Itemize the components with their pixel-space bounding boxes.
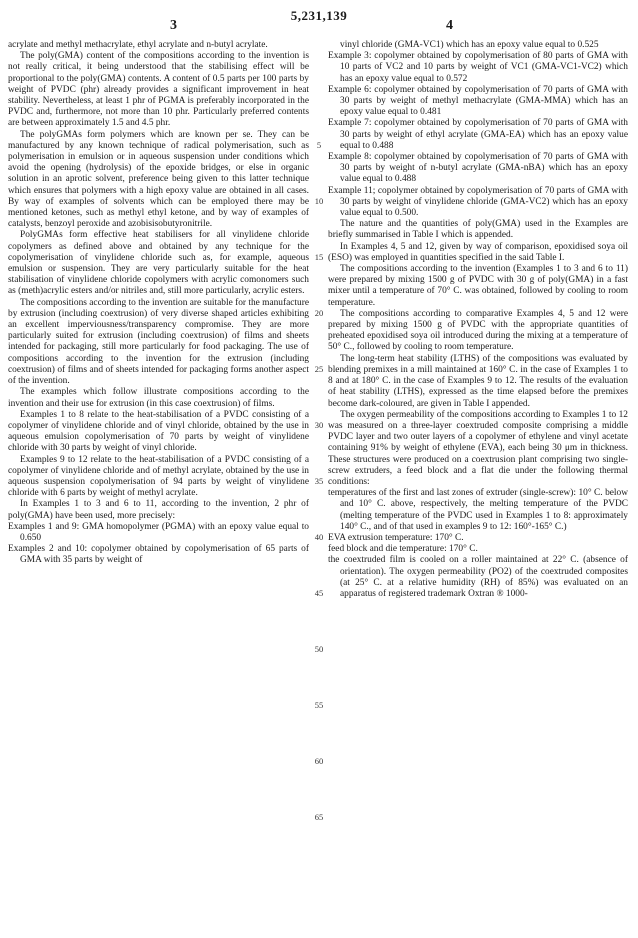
paragraph: The polyGMAs form polymers which are known per se. They can be manufactured by any known technique of radical polymerisation, such as polymerisation in emulsion or in aqueous suspension under conditions which avoid the opening (hydrolysis) of the epoxide bridges, or else in organic solution in an aprotic solvent, preference being given to this latter technique which ensures that polymers with a high epoxy value are obtained in all cases. By way of examples of solvents which can be employed there may be mentioned ketones, such as methyl ethyl ketone, and by way of examples of catalysts, benzoyl peroxide and azobisisobutyronitrile.: [8, 129, 309, 230]
paragraph: In Examples 1 to 3 and 6 to 11, according to the invention, 2 phr of poly(GMA) have been used, more precisely:: [8, 499, 309, 521]
line-number: 25: [314, 364, 324, 374]
paragraph: The compositions according to the invention are suitable for the manufacture by extrusion (including coextrusion) of very diverse shaped articles exhibiting an excellent imperviousness/transparency compromise. They are more particularly suited for extrusion (including coextrusion) of films and sheets intended for packaging, still more particularly for food packaging. The use of compositions according to the invention for the extrusion (including coextrusion) of films and of sheets intended for packaging forms another aspect of the invention.: [8, 297, 309, 387]
paragraph: The compositions according to the invention (Examples 1 to 3 and 6 to 11) were prepared by mixing 1500 g of PVDC with 30 g of poly(GMA) in a fast mixer until a temperature of 70° C. was obtained, followed by cooling to room temperature.: [328, 264, 628, 308]
page-number-right: 4: [446, 18, 453, 33]
paragraph: Examples 1 to 8 relate to the heat-stabilisation of a PVDC consisting of a copolymer of vinylidene chloride and of vinyl chloride, obtained by the use in aqueous emulsion copolymerisation of 70 parts by weight of vinylidene chloride with 30 parts by weight of vinyl chloride.: [8, 409, 309, 454]
line-number: 35: [314, 476, 324, 486]
left-column: [8, 40, 309, 567]
paragraph: The nature and the quantities of poly(GMA) used in the Examples are briefly summarised in Table I which is appended.: [328, 219, 628, 241]
page-header: [0, 8, 638, 36]
paragraph: PolyGMAs form effective heat stabilisers for all vinylidene chloride copolymers as defined above and obtained by any technique for the copolymerisation of vinylidene chloride such as, for example, aqueous emulsion or suspension. They are very particularly suitable for the heat stabilisation of vinylidene chloride copolymers with acrylic comonomers such as (meth)acrylic esters and/or nitriles and, still more particularly, acrylic esters.: [8, 230, 309, 297]
example-item: Examples 1 and 9: GMA homopolymer (PGMA) with an epoxy value equal to 0.650: [8, 521, 309, 543]
line-number: 20: [314, 308, 324, 318]
line-number: 10: [314, 196, 324, 206]
line-number: 65: [314, 812, 324, 822]
example-item: Example 3: copolymer obtained by copolymerisation of 80 parts of GMA with 10 parts of VC2 and 10 parts by weight of VC1 (GMA-VC1-VC2) which has an epoxy value equal to 0.572: [328, 51, 628, 84]
line-number: 40: [314, 532, 324, 542]
condition-item: the coextruded film is cooled on a roller maintained at 22° C. (absence of orientation). The oxygen permeability (PO2) of the coextruded composites (at 25° C. at a relative humidity (RH) of 85%) was evaluated on an apparatus of registered trademark Oxtran ® 1000-: [328, 555, 628, 599]
line-number: 30: [314, 420, 324, 430]
paragraph: In Examples 4, 5 and 12, given by way of comparison, epoxidised soya oil (ESO) was employed in quantities specified in the said Table I.: [328, 241, 628, 263]
example-item: Example 7: copolymer obtained by copolymerisation of 70 parts of GMA with 30 parts by weight of ethyl acrylate (GMA-EA) which has an epoxy value equal to 0.488: [328, 118, 628, 151]
line-number: 15: [314, 252, 324, 262]
condition-item: temperatures of the first and last zones of extruder (single-screw): 10° C. below and 10° C. above, respectively, the melting temperature of the PVDC (melting temperature of the PVDC used in Examples 1 to 8: approximately 140° C., and of that used in examples 9 to 12: 160°-165° C.): [328, 488, 628, 532]
paragraph: The examples which follow illustrate compositions according to the invention and their use for extrusion (in this case coextrusion) of films.: [8, 387, 309, 409]
paragraph: acrylate and methyl methacrylate, ethyl acrylate and n-butyl acrylate.: [8, 40, 268, 50]
example-item: Example 8: copolymer obtained by copolymerisation of 70 parts of GMA with 30 parts by weight of n-butyl acrylate (GMA-nBA) which has an epoxy value equal to 0.488: [328, 152, 628, 185]
line-number: 55: [314, 700, 324, 710]
example-item: vinyl chloride (GMA-VC1) which has an epoxy value equal to 0.525: [340, 40, 599, 50]
right-column: [328, 40, 628, 600]
page-number-left: 3: [170, 18, 177, 33]
paragraph: The oxygen permeability of the compositions according to Examples 1 to 12 was measured on a three-layer coextruded composite comprising a middle PVDC layer and two outer layers of a copolymer of ethylene and vinyl acetate containing 91% by weight of ethylene (EVA), each being 30 μm in thickness. These structures were produced on a coextrusion plant comprising two single-screw extruders, a feed block and a flat die under the following thermal conditions:: [328, 409, 628, 487]
line-number: 50: [314, 644, 324, 654]
condition-item: EVA extrusion temperature: 170° C.: [328, 532, 464, 543]
patent-number: 5,231,139: [290, 8, 348, 23]
example-item: Example 11; copolymer obtained by copolymerisation of 70 parts of GMA with 30 parts by weight of vinylidene chloride (GMA-VC2) which has an epoxy value equal to 0.500.: [328, 185, 628, 219]
example-item: Example 6: copolymer obtained by copolymerisation of 70 parts of GMA with 30 parts by weight of methyl methacrylate (GMA-MMA) which has an epoxy value equal to 0.481: [328, 84, 628, 118]
paragraph: The compositions according to comparative Examples 4, 5 and 12 were prepared by mixing 1500 g of PVDC with the appropriate quantities of preheated epoxidised soya oil introduced during the mixing at a temperature of 50° C., followed by cooling to room temperature.: [328, 308, 628, 353]
paragraph: Examples 9 to 12 relate to the heat-stabilisation of a PVDC consisting of a copolymer of vinylidene chloride and of methyl acrylate, obtained by the use in aqueous suspension copolymerisation of 94 parts by weight of vinylidene chloride with 6 parts by weight of methyl acrylate.: [8, 454, 309, 499]
paragraph: The long-term heat stability (LTHS) of the compositions was evaluated by blending premixes in a mill maintained at 160° C. in the case of Examples 1 to 8 and at 180° C. in the case of Examples 9 to 12. The results of the evaluation of heat stability (LTHS), expressed as the time elapsed before the premixes become dark-coloured, are given in Table I appended.: [328, 353, 628, 409]
condition-item: feed block and die temperature: 170° C.: [328, 544, 478, 555]
line-number: 5: [316, 140, 322, 150]
line-number: 45: [314, 588, 324, 598]
example-item: Examples 2 and 10: copolymer obtained by copolymerisation of 65 parts of GMA with 35 parts by weight of: [8, 544, 309, 566]
line-number: 60: [314, 756, 324, 766]
paragraph: The poly(GMA) content of the compositions according to the invention is not really critical, it being understood that the stabilising effect will be proportional to the poly(GMA) contents. A content of 0.5 parts per 100 parts by weight of PVDC (phr) already provides a significant improvement in heat stability. Nevertheless, at least 1 phr of PGMA is preferably incorporated in the PVDC and, furthermore, not more than 10 phr. Particularly preferred contents are between approximately 1.5 and 4.5 phr.: [8, 51, 309, 129]
